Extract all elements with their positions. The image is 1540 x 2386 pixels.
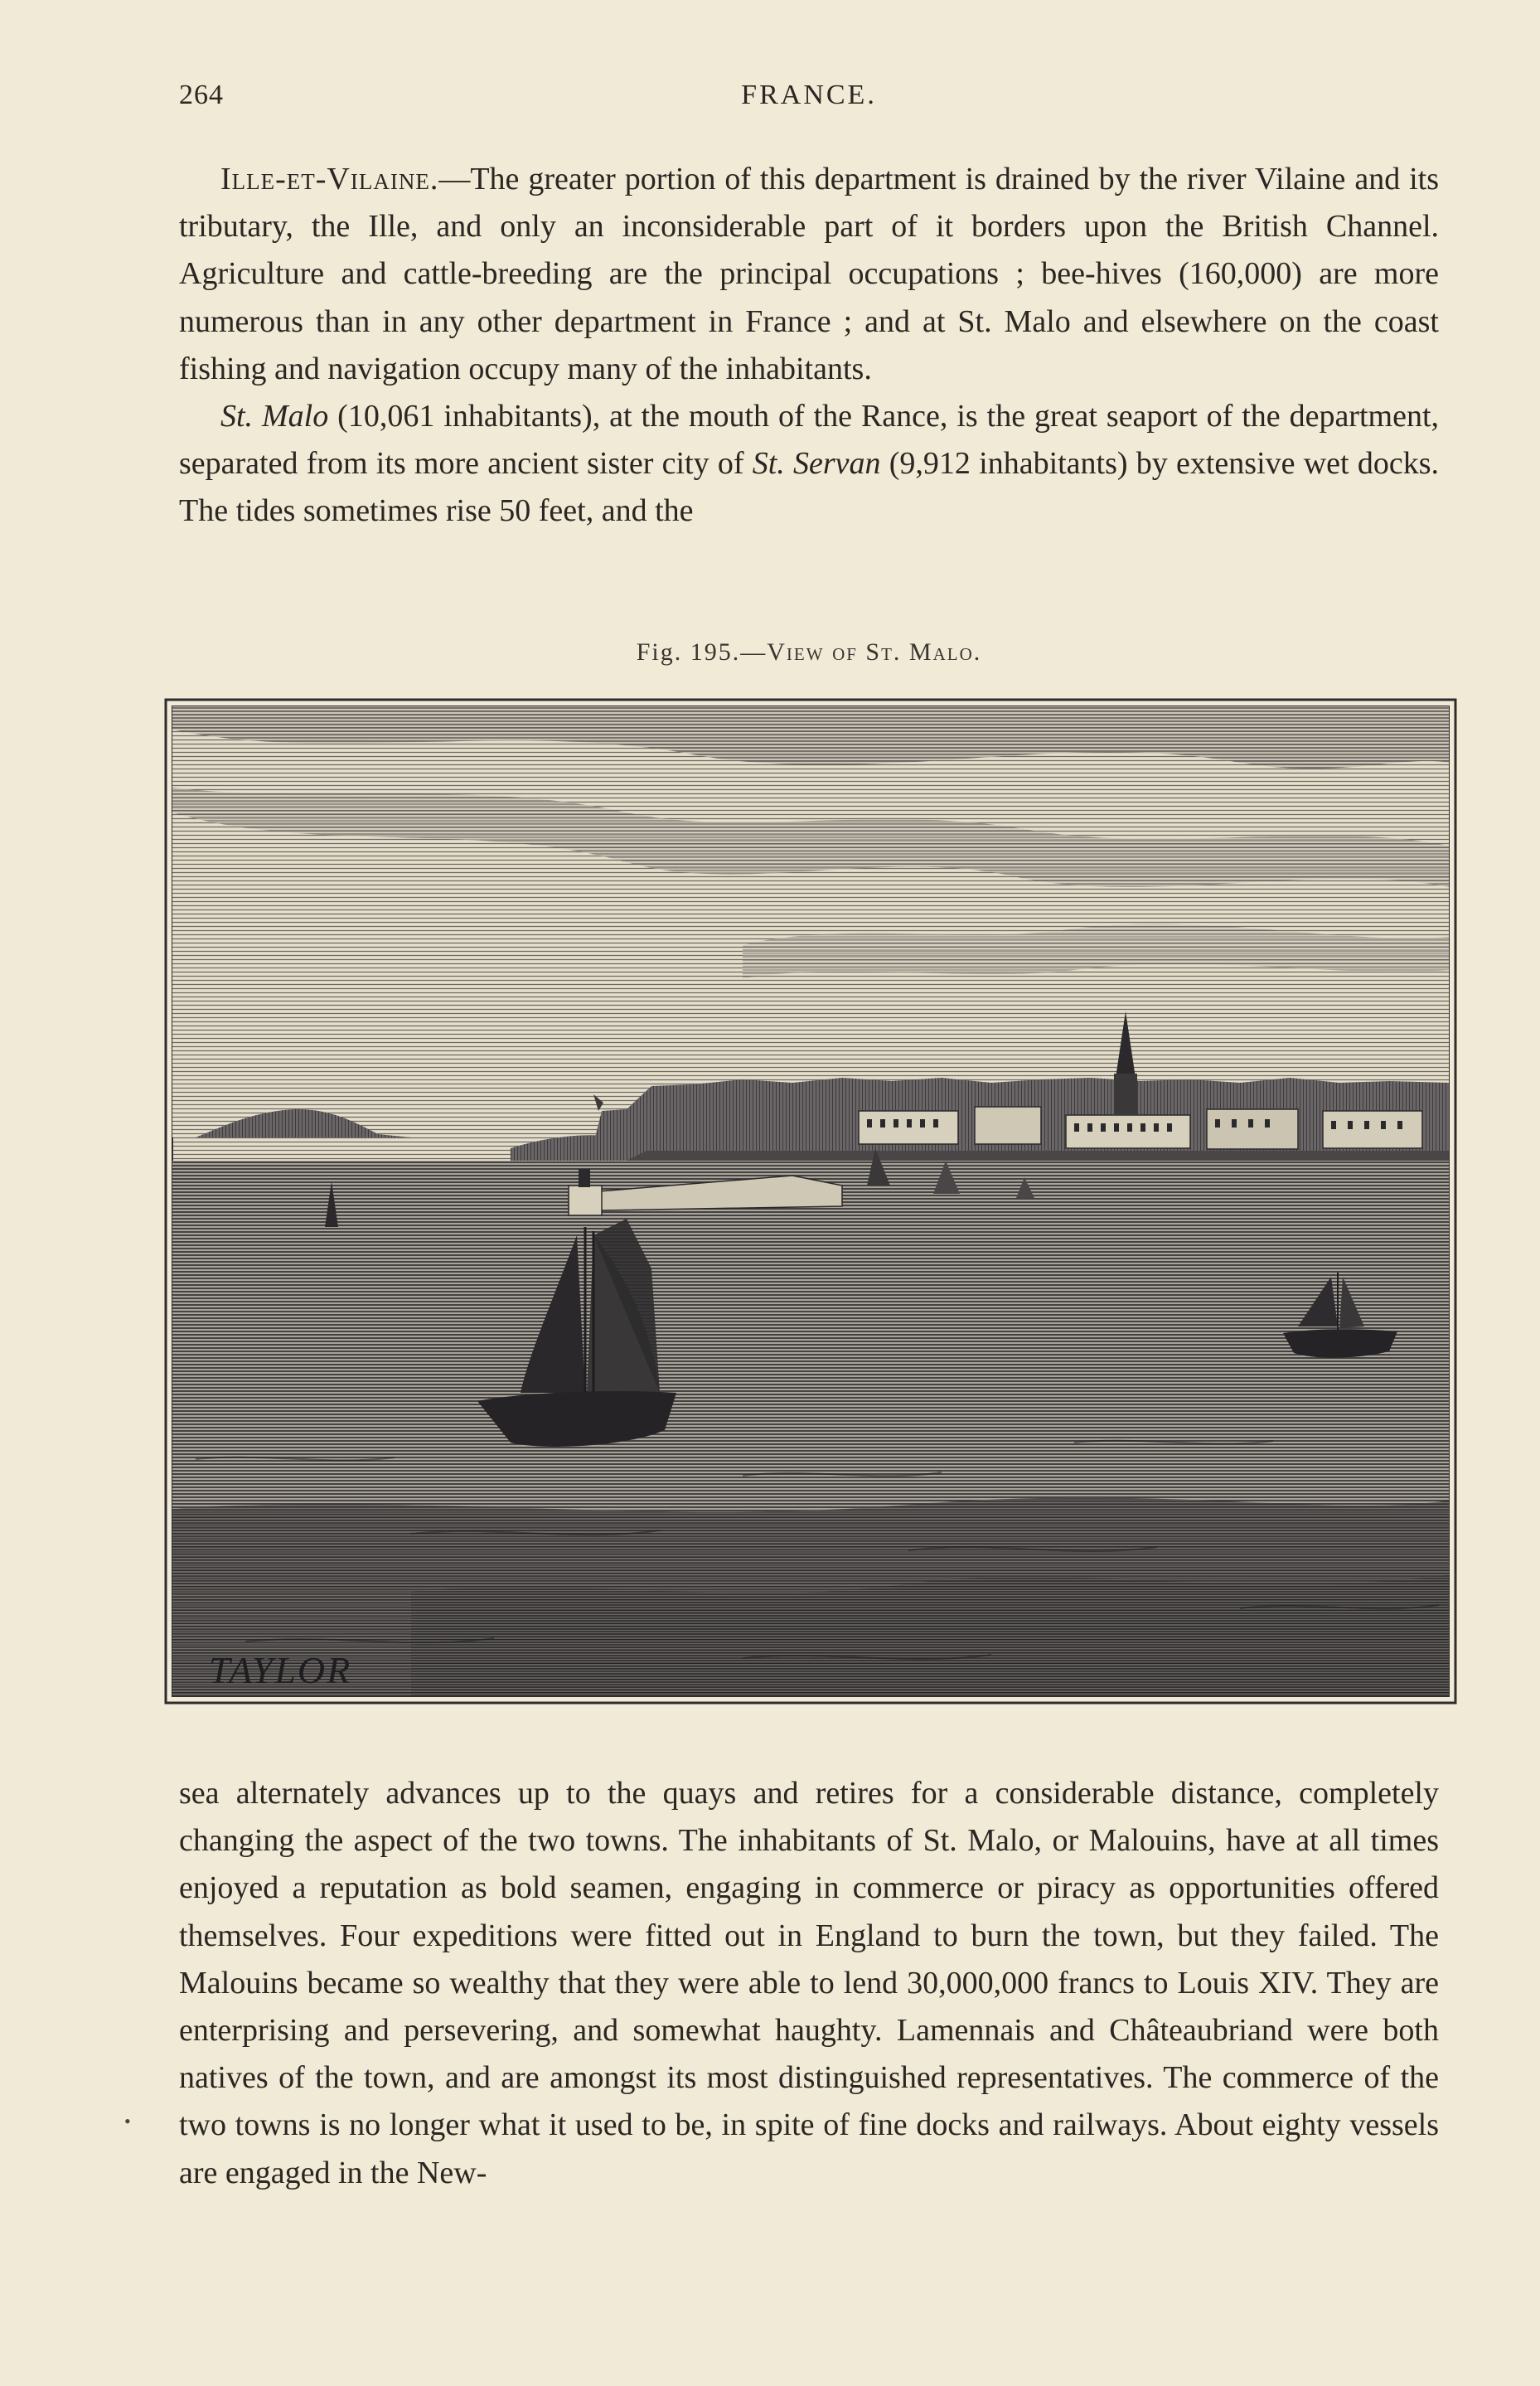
section-lead: Ille-et-Vilaine. <box>220 162 439 196</box>
running-title: FRANCE. <box>741 80 877 110</box>
page-header <box>179 80 1439 121</box>
page-number: 264 <box>179 80 224 110</box>
lighthouse-base <box>569 1186 602 1215</box>
figure-caption <box>179 638 1439 667</box>
sky <box>172 706 1449 1137</box>
paragraph-ille-et-vilaine <box>179 156 1439 393</box>
engraving-view-of-st-malo <box>162 696 1459 1706</box>
engraver-signature: TAYLOR <box>209 1649 352 1691</box>
paragraph-text: (9,912 inhabitants) by extensive wet docks. The tides sometimes rise 50 feet, and the <box>179 446 1439 529</box>
text-block-bottom <box>179 1770 1439 2197</box>
paragraph-malouins: sea alternately advances up to the quays and retires for a considerable distance, completely changing the aspect of the two towns. The inhabitants of St. Malo, or Malouins, have at all times enjoyed a reputation as bold seamen, engaging in commerce or piracy as opportunities offered themselves. Four expeditions were fitted out in England to burn the town, but they failed. The Malouins became so wealthy that they were able to lend 30,000,000 francs to Louis XIV. They are enterprising and persevering, and somewhat haughty. Lamennais and Châteaubriand were both natives of the town, and are amongst its most distinguished representatives. The commerce of the two towns is no longer what it used to be, in spite of fine docks and railways. About eighty vessels are engaged in the New- <box>179 1776 1439 2190</box>
text-block-top <box>179 156 1439 536</box>
paragraph-text: (10,061 inhabitants), at the mouth of the Rance, is the great seaport of the department, separated from its more ancient sister city of <box>179 399 1439 482</box>
margin-mark: • <box>124 2111 131 2131</box>
engraving-illustration <box>162 696 1459 1706</box>
paragraph-st-malo <box>179 393 1439 536</box>
figure-label: Fig. 195.— <box>636 638 768 666</box>
paragraph-text: —The greater portion of this department is drained by the river Vilaine and its tributary, the Ille, and only an inconsiderable part of it borders upon the British Channel. Agriculture and cattle-breeding are the principal occupations ; bee-hives (160,000) are more numerous than in any other department in France ; and at St. Malo and elsewhere on the coast fishing and navigation occupy many of the inhabitants. <box>179 162 1439 386</box>
place-name: St. Malo <box>220 399 329 434</box>
place-name: St. Servan <box>752 446 881 482</box>
figure-title: View of St. Malo. <box>767 638 982 666</box>
